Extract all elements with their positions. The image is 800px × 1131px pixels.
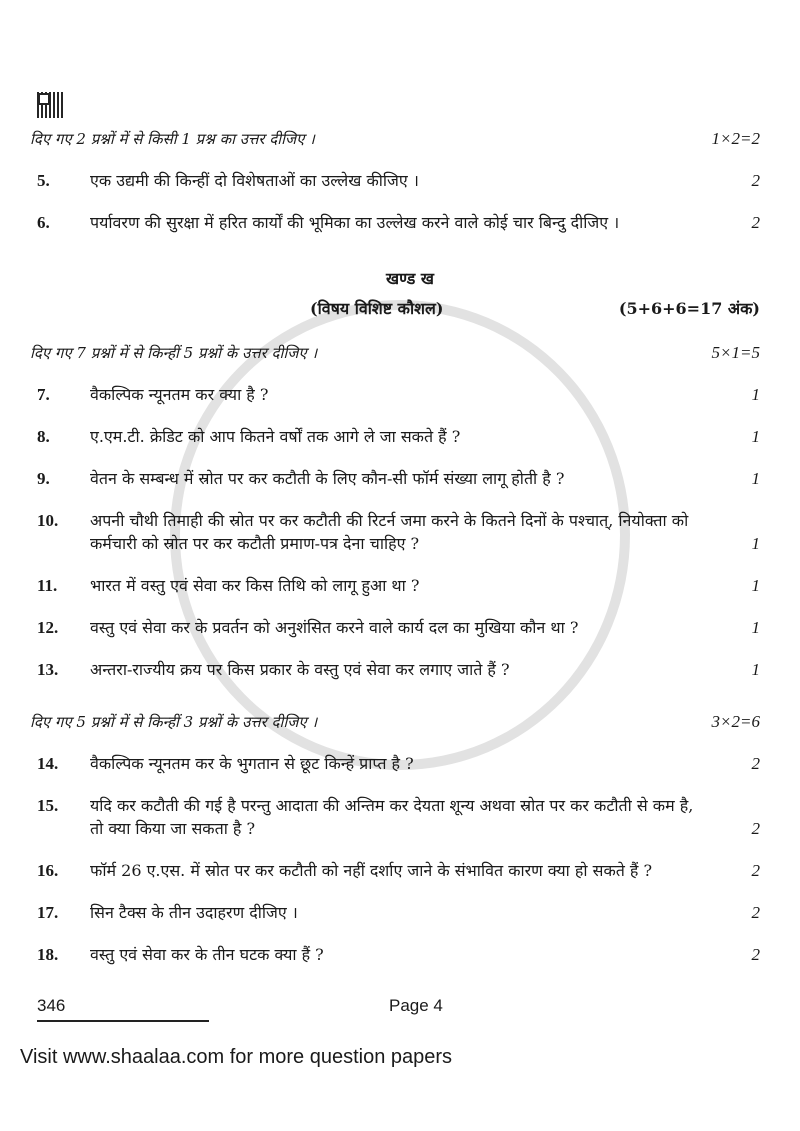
section-subtitle: (विषय विशिष्ट कौशल)	[310, 299, 444, 318]
question-marks: 1	[751, 534, 760, 553]
question-marks: 2	[751, 903, 760, 922]
question-list-group-3	[30, 752, 760, 966]
qr-code-icon	[37, 92, 63, 118]
question-list-group-2	[30, 383, 760, 681]
question-marks: 2	[751, 213, 760, 232]
question-number: 13.	[37, 660, 59, 679]
question-number: 12.	[37, 618, 59, 637]
question-text: वैकल्पिक न्यूनतम कर क्या है ?	[90, 385, 269, 404]
question-text: वैकल्पिक न्यूनतम कर के भुगतान से छूट किन्हें प्राप्त है ?	[90, 754, 414, 773]
question-item	[30, 169, 760, 192]
instruction-text: दिए गए 2 प्रश्नों में से किसी 1 प्रश्न का उत्तर दीजिए ।	[30, 130, 315, 148]
instruction-text: दिए गए 7 प्रश्नों में से किन्हीं 5 प्रश्नों के उत्तर दीजिए ।	[30, 344, 318, 362]
question-number: 14.	[37, 754, 59, 773]
question-marks: 2	[751, 945, 760, 964]
question-number: 11.	[37, 576, 58, 595]
question-marks: 1	[751, 385, 760, 404]
paper-code: 346	[37, 996, 209, 1022]
instruction-marks: 1×2=2	[711, 129, 760, 148]
question-number: 6.	[37, 213, 50, 232]
question-number: 16.	[37, 861, 59, 880]
question-marks: 1	[751, 660, 760, 679]
question-text: सिन टैक्स के तीन उदाहरण दीजिए ।	[90, 903, 298, 922]
question-number: 9.	[37, 469, 50, 488]
question-number: 8.	[37, 427, 50, 446]
question-text: वस्तु एवं सेवा कर के तीन घटक क्या हैं ?	[90, 945, 324, 964]
question-item	[30, 383, 760, 406]
website-note: Visit www.shaalaa.com for more question papers	[20, 1046, 453, 1068]
question-text: भारत में वस्तु एवं सेवा कर किस तिथि को लागू हुआ था ?	[90, 576, 420, 595]
question-marks: 2	[751, 171, 760, 190]
question-number: 17.	[37, 903, 59, 922]
question-text: पर्यावरण की सुरक्षा में हरित कार्यों की भूमिका का उल्लेख करने वाले कोई चार बिन्दु दीजिए ।	[90, 213, 620, 232]
question-item	[30, 658, 760, 681]
question-number: 18.	[37, 945, 59, 964]
question-list-group-1	[30, 169, 760, 234]
question-text: अपनी चौथी तिमाही की स्रोत पर कर कटौती की रिटर्न जमा करने के कितने दिनों के पश्चात्, नियोक्ता को कर्मचारी को स्रोत पर कर कटौती प्रमाण-पत्र देना चाहिए ?	[90, 511, 689, 553]
instruction-group-1	[30, 128, 760, 150]
question-marks: 2	[751, 754, 760, 773]
question-item	[30, 616, 760, 639]
question-item	[30, 509, 760, 555]
question-marks: 1	[751, 618, 760, 637]
question-text: वेतन के सम्बन्ध में स्रोत पर कर कटौती के लिए कौन-सी फॉर्म संख्या लागू होती है ?	[90, 469, 565, 488]
question-item	[30, 752, 760, 775]
question-text: यदि कर कटौती की गई है परन्तु आदाता की अन्तिम कर देयता शून्य अथवा स्रोत पर कर कटौती से कम है, तो क्या किया जा सकता है ?	[90, 796, 694, 838]
question-marks: 1	[751, 576, 760, 595]
question-item	[30, 467, 760, 490]
instruction-marks: 5×1=5	[711, 343, 760, 362]
question-item	[30, 901, 760, 924]
question-marks: 2	[751, 819, 760, 838]
question-text: फॉर्म 26 ए.एस. में स्रोत पर कर कटौती को नहीं दर्शाए जाने के संभावित कारण क्या हो सकते हैं ?	[90, 861, 653, 880]
question-number: 10.	[37, 511, 59, 530]
instruction-group-3	[30, 711, 760, 733]
question-item	[30, 859, 760, 882]
section-marks: (5+6+6=17 अंक)	[618, 299, 760, 318]
question-marks: 1	[751, 469, 760, 488]
question-marks: 2	[751, 861, 760, 880]
question-item	[30, 794, 760, 840]
question-item	[30, 425, 760, 448]
question-item	[30, 943, 760, 966]
section-header	[30, 298, 760, 320]
question-number: 5.	[37, 171, 50, 190]
instruction-marks: 3×2=6	[711, 712, 760, 731]
question-text: वस्तु एवं सेवा कर के प्रवर्तन को अनुशंसित करने वाले कार्य दल का मुखिया कौन था ?	[90, 618, 579, 637]
instruction-group-2	[30, 342, 760, 364]
instruction-text: दिए गए 5 प्रश्नों में से किन्हीं 3 प्रश्नों के उत्तर दीजिए ।	[30, 713, 318, 731]
question-marks: 1	[751, 427, 760, 446]
question-item	[30, 574, 760, 597]
page-number: Page 4	[389, 996, 443, 1015]
question-text: ए.एम.टी. क्रेडिट को आप कितने वर्षों तक आगे ले जा सकते हैं ?	[90, 427, 461, 446]
section-title: खण्ड ख	[386, 269, 434, 288]
question-item	[30, 211, 760, 234]
question-text: एक उद्यमी की किन्हीं दो विशेषताओं का उल्लेख कीजिए ।	[90, 171, 419, 190]
question-number: 15.	[37, 796, 59, 815]
question-number: 7.	[37, 385, 50, 404]
question-text: अन्तरा-राज्यीय क्रय पर किस प्रकार के वस्तु एवं सेवा कर लगाए जाते हैं ?	[90, 660, 510, 679]
page-footer	[30, 996, 760, 1022]
